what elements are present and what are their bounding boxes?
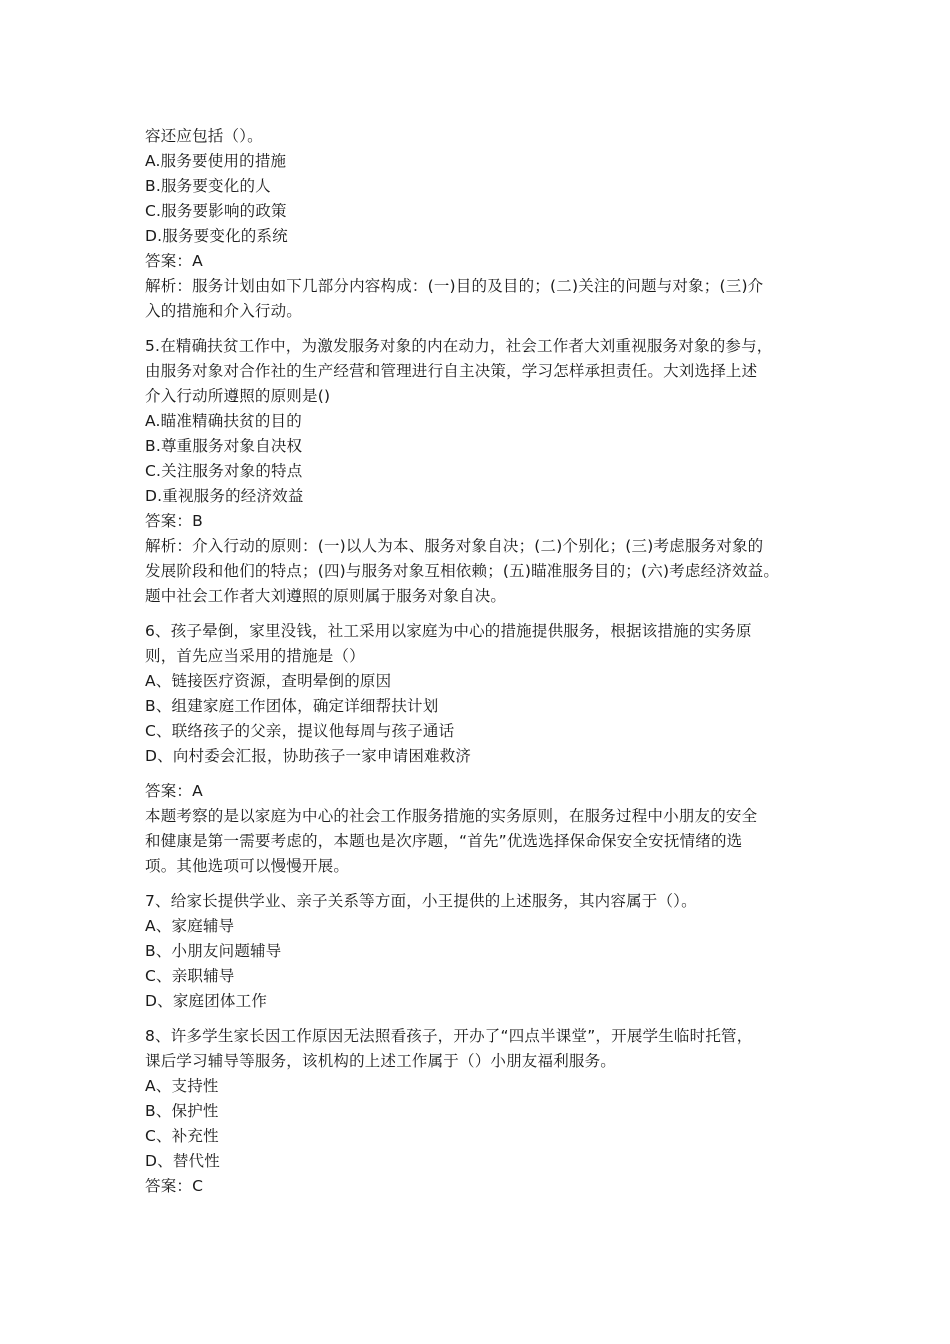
question-4 [145,124,810,324]
analysis-line: 解析：服务计划由如下几部分内容构成：(一)目的及目的；(二)关注的问题与对象；(三)介 [145,277,764,295]
question-7 [145,889,810,1014]
question-stem: 5.在精确扶贫工作中，为激发服务对象的内在动力，社会工作者大刘重视服务对象的参与， [145,337,773,355]
option-a: A.服务要使用的措施 [145,152,287,170]
option-d: D、替代性 [145,1152,220,1170]
option-a: A、支持性 [145,1077,219,1095]
question-stem: 7、给家长提供学业、亲子关系等方面，小王提供的上述服务，其内容属于（）。 [145,892,697,910]
option-c: C.关注服务对象的特点 [145,462,303,480]
answer: 答案：C [145,1177,204,1195]
analysis-line: 项。其他选项可以慢慢开展。 [145,857,350,875]
option-d: D.服务要变化的系统 [145,227,288,245]
option-b: B.尊重服务对象自决权 [145,437,303,455]
option-a: A、家庭辅导 [145,917,235,935]
option-c: C、联络孩子的父亲，提议他每周与孩子通话 [145,722,455,740]
option-c: C、补充性 [145,1127,219,1145]
option-c: C.服务要影响的政策 [145,202,287,220]
option-a: A、链接医疗资源，查明晕倒的原因 [145,672,392,690]
option-c: C、亲职辅导 [145,967,235,985]
question-stem: 则，首先应当采用的措施是（） [145,647,365,665]
question-stem: 课后学习辅导等服务，该机构的上述工作属于（）小朋友福利服务。 [145,1052,617,1070]
answer: 答案：A [145,782,203,800]
analysis-line: 本题考察的是以家庭为中心的社会工作服务措施的实务原则，在服务过程中小朋友的安全 [145,807,758,825]
answer: 答案：B [145,512,203,530]
question-stem: 由服务对象对合作社的生产经营和管理进行自主决策，学习怎样承担责任。大刘选择上述 [145,362,758,380]
question-stem: 6、孩子晕倒，家里没钱，社工采用以家庭为中心的措施提供服务，根据该措施的实务原 [145,622,752,640]
option-d: D、家庭团体工作 [145,992,268,1010]
option-a: A.瞄准精确扶贫的目的 [145,412,302,430]
analysis-line: 和健康是第一需要考虑的，本题也是次序题，“首先”优选选择保命保安全安抚情绪的选 [145,832,743,850]
question-6 [145,619,810,879]
question-stem: 介入行动所遵照的原则是() [145,387,331,405]
option-b: B、组建家庭工作团体，确定详细帮扶计划 [145,697,439,715]
analysis-line: 发展阶段和他们的特点；(四)与服务对象互相依赖；(五)瞄准服务目的；(六)考虑经济效益。 [145,562,780,580]
option-b: B、小朋友问题辅导 [145,942,282,960]
question-stem: 容还应包括（）。 [145,127,263,145]
option-d: D、向村委会汇报，协助孩子一家申请困难救济 [145,747,472,765]
option-d: D.重视服务的经济效益 [145,487,304,505]
question-8 [145,1024,810,1199]
analysis-line: 题中社会工作者大刘遵照的原则属于服务对象自决。 [145,587,507,605]
option-b: B、保护性 [145,1102,219,1120]
question-5 [145,334,810,609]
document-page [145,124,810,1199]
analysis-line: 入的措施和介入行动。 [145,302,303,320]
question-stem: 8、许多学生家长因工作原因无法照看孩子，开办了“四点半课堂”，开展学生临时托管， [145,1027,753,1045]
analysis-line: 解析：介入行动的原则：(一)以人为本、服务对象自决；(二)个别化；(三)考虑服务对象的 [145,537,764,555]
option-b: B.服务要变化的人 [145,177,271,195]
answer: 答案：A [145,252,203,270]
